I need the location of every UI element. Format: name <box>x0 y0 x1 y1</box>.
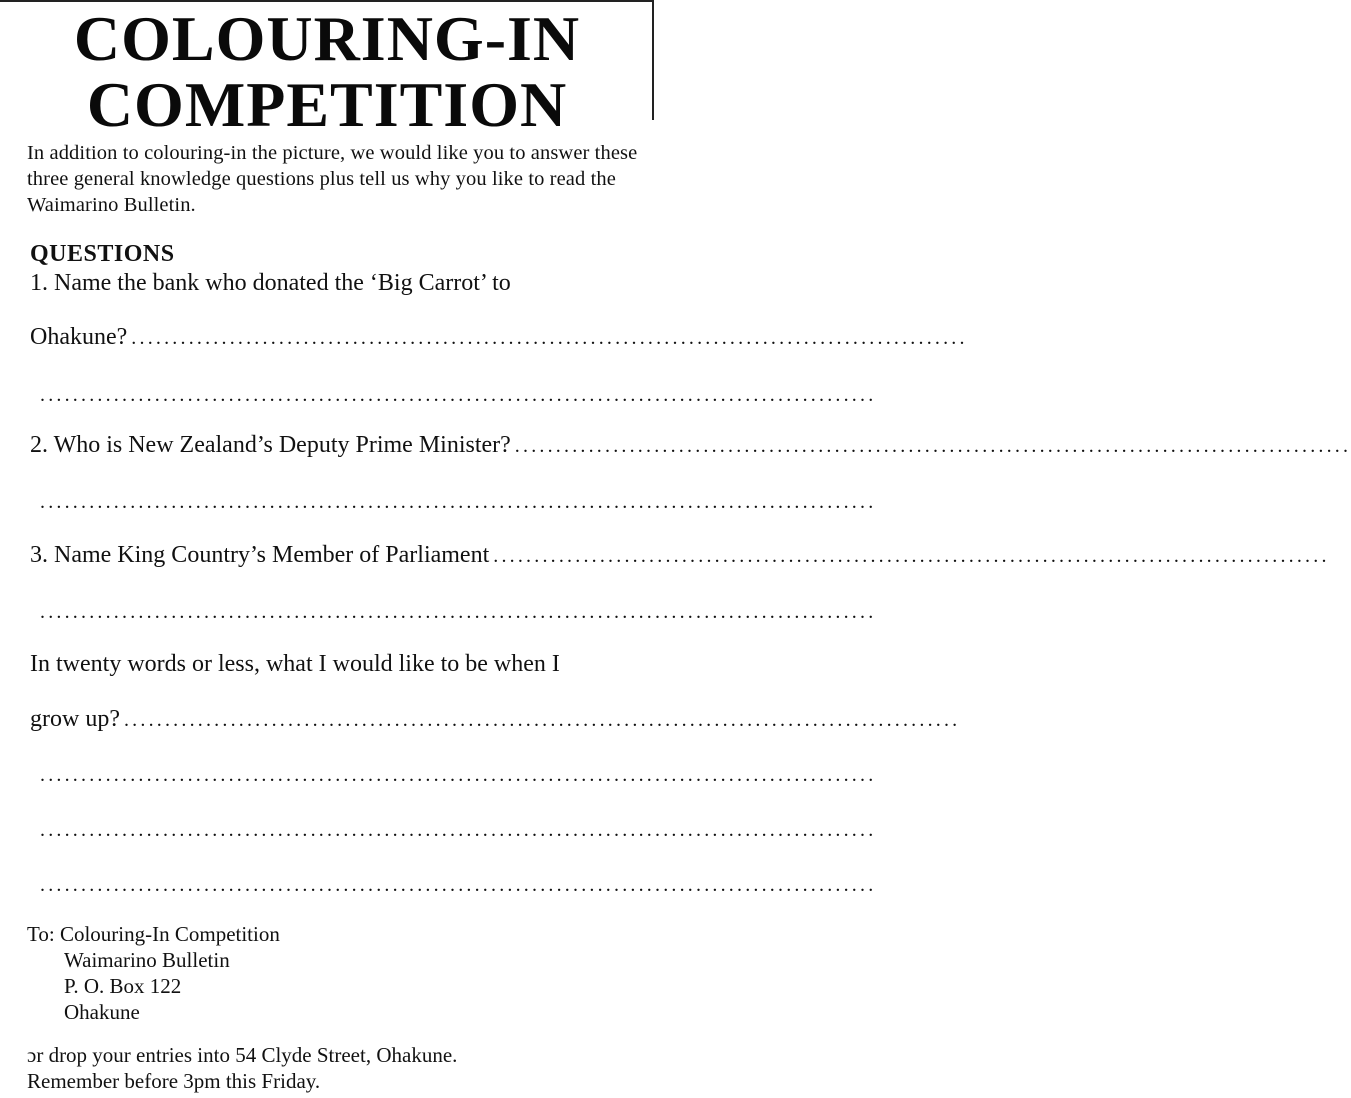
essay-answer-line-2[interactable]: ...................................................................................................... <box>40 764 877 786</box>
title-line-1: COLOURING-IN <box>73 3 581 74</box>
footer-line-1: ɔr drop your entries into 54 Clyde Street, Ohakune. <box>27 1043 458 1067</box>
address-line-2: P. O. Box 122 <box>64 974 182 998</box>
top-border-rule <box>0 0 654 2</box>
intro-paragraph: In addition to colouring-in the picture, we would like you to answer these three general knowledge questions plus tell us why you like to read the Waimarino Bulletin. <box>27 142 638 216</box>
address-line-3: Ohakune <box>64 1000 140 1024</box>
question-2-answer-line-1[interactable] <box>30 430 1351 460</box>
page-title <box>0 3 654 140</box>
title-line-2: COMPETITION <box>86 69 568 140</box>
question-1-line-2: Ohakune? <box>30 324 128 350</box>
essay-answer-line-3[interactable]: ...................................................................................................... <box>40 819 877 841</box>
essay-answer-line-4[interactable]: ...................................................................................................... <box>40 874 877 896</box>
footer-line-2: Remember before 3pm this Friday. <box>27 1069 321 1093</box>
answer-dots: ...................................................................................................... <box>493 545 1330 567</box>
question-2-answer-line-2[interactable]: ...................................................................................................... <box>40 491 877 513</box>
question-1-line-1: 1. Name the bank who donated the ‘Big Carrot’ to <box>30 270 511 296</box>
essay-answer-line-1[interactable] <box>30 704 961 734</box>
question-1-answer-line-2[interactable]: ...................................................................................................... <box>40 384 877 406</box>
question-3-answer-line-1[interactable] <box>30 540 1330 570</box>
questions-heading: QUESTIONS <box>30 241 175 267</box>
question-1-answer-line-1[interactable] <box>30 322 968 352</box>
answer-dots: ...................................................................................................... <box>514 435 1351 457</box>
essay-prompt-line-1: In twenty words or less, what I would like to be when I <box>30 651 560 677</box>
question-1-text <box>30 268 642 298</box>
question-2-text: 2. Who is New Zealand’s Deputy Prime Minister? <box>30 432 511 458</box>
address-to: To: Colouring-In Competition <box>27 922 280 946</box>
mailing-address <box>27 921 280 1025</box>
question-3-answer-line-2[interactable]: ...................................................................................................... <box>40 601 877 623</box>
answer-dots: ...................................................................................................... <box>123 709 961 731</box>
address-line-1: Waimarino Bulletin <box>64 948 230 972</box>
essay-prompt-line-2: grow up? <box>30 706 120 732</box>
question-3-text: 3. Name King Country’s Member of Parliament <box>30 542 490 568</box>
footer-note <box>27 1042 647 1094</box>
answer-dots: ...................................................................................................... <box>131 327 968 349</box>
